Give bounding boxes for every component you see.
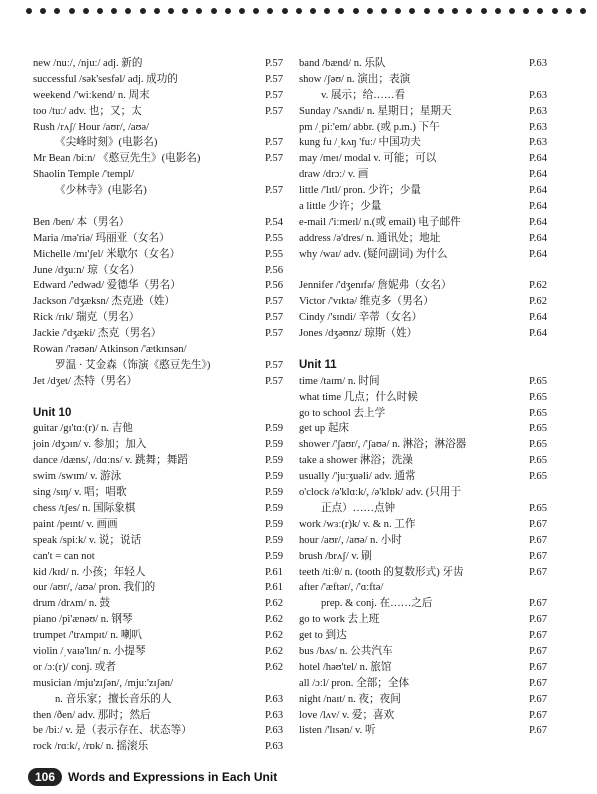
vocab-entry — [33, 628, 283, 644]
entry-page-ref: P.61 — [265, 566, 283, 578]
vocab-entry — [33, 676, 283, 692]
vocab-entry — [33, 294, 283, 310]
vocab-entry — [299, 310, 547, 326]
entry-page-ref: P.63 — [265, 709, 283, 721]
binder-dot — [182, 8, 188, 14]
entry-page-ref: P.65 — [529, 423, 547, 435]
binder-dot — [97, 8, 103, 14]
entry-page-ref: P.57 — [265, 328, 283, 340]
entry-page-ref: P.59 — [265, 423, 283, 435]
entry-text: may /meɪ/ modal v. 可能；可以 — [299, 153, 437, 165]
entry-text: Michelle /mɪ'ʃel/ 米歇尔（女名） — [33, 248, 181, 260]
entry-text: prep. & conj. 在……之后 — [321, 598, 433, 610]
vocab-entry — [33, 310, 283, 326]
binder-dot — [424, 8, 430, 14]
vocab-entry — [299, 533, 547, 549]
entry-page-ref: P.65 — [529, 439, 547, 451]
entry-page-ref: P.57 — [265, 89, 283, 101]
vocab-entry — [299, 469, 547, 485]
vocab-entry — [299, 660, 547, 676]
entry-page-ref: P.64 — [529, 185, 547, 197]
entry-page-ref: P.65 — [529, 407, 547, 419]
vocab-entry — [33, 692, 283, 708]
section-gap — [299, 263, 547, 279]
vocab-entry — [33, 549, 283, 565]
entry-text: successful /sək'sesfəl/ adj. 成功的 — [33, 73, 178, 85]
entry-text: little /'lɪtl/ pron. 少许；少量 — [299, 185, 421, 197]
entry-text: Jackson /'dʒæksn/ 杰克逊（姓） — [33, 296, 175, 308]
vocab-entry — [33, 469, 283, 485]
vocab-entry — [33, 167, 283, 183]
entry-text: Rick /rɪk/ 瑞克（男名） — [33, 312, 140, 324]
entry-text: Jennifer /'dʒenɪfə/ 詹妮弗（女名） — [299, 280, 452, 292]
entry-page-ref: P.63 — [265, 693, 283, 705]
entry-page-ref: P.57 — [265, 153, 283, 165]
binder-dot — [395, 8, 401, 14]
binder-dot — [495, 8, 501, 14]
entry-text: weekend /'wiːkend/ n. 周末 — [33, 89, 150, 101]
entry-page-ref: P.55 — [265, 232, 283, 244]
entry-page-ref: P.67 — [529, 518, 547, 530]
entry-text: get to 到达 — [299, 630, 347, 642]
binder-dot — [225, 8, 231, 14]
binder-dot — [196, 8, 202, 14]
vocab-entry — [33, 104, 283, 120]
entry-text: June /dʒuːn/ 琼（女名） — [33, 264, 141, 276]
binder-dot — [452, 8, 458, 14]
vocab-entry — [299, 549, 547, 565]
binder-dots — [26, 8, 586, 18]
entry-page-ref: P.65 — [529, 455, 547, 467]
entry-text: hour /aʊr/, /aʊə/ n. 小时 — [299, 534, 402, 546]
entry-text: swim /swɪm/ v. 游泳 — [33, 471, 122, 483]
binder-dot — [381, 8, 387, 14]
binder-dot — [438, 8, 444, 14]
vocab-entry — [299, 708, 547, 724]
vocab-entry — [299, 326, 547, 342]
entry-text: what time 几点；什么时候 — [299, 391, 418, 403]
entry-page-ref: P.62 — [265, 645, 283, 657]
binder-dot — [26, 8, 32, 14]
entry-text: go to school 去上学 — [299, 407, 386, 419]
entry-page-ref: P.67 — [529, 725, 547, 737]
entry-page-ref: P.67 — [529, 598, 547, 610]
entry-page-ref: P.64 — [529, 201, 547, 213]
entry-text: our /aʊr/, /aʊə/ pron. 我们的 — [33, 582, 156, 594]
vocab-entry — [299, 596, 547, 612]
binder-dot — [140, 8, 146, 14]
vocab-entry — [33, 708, 283, 724]
entry-page-ref: P.67 — [529, 661, 547, 673]
vocab-entry — [299, 56, 547, 72]
entry-page-ref: P.57 — [265, 58, 283, 69]
vocab-entry — [299, 231, 547, 247]
vocab-entry — [299, 421, 547, 437]
entry-page-ref: P.55 — [265, 248, 283, 260]
entry-text: teeth /tiːθ/ n. (tooth 的复数形式) 牙齿 — [299, 566, 464, 578]
vocab-entry — [299, 517, 547, 533]
binder-dot — [324, 8, 330, 14]
entry-page-ref: P.62 — [265, 614, 283, 626]
vocab-entry — [33, 644, 283, 660]
entry-page-ref: P.64 — [529, 216, 547, 228]
entry-page-ref: P.63 — [529, 105, 547, 117]
entry-page-ref: P.59 — [265, 534, 283, 546]
entry-page-ref: P.59 — [265, 518, 283, 530]
binder-dot — [466, 8, 472, 14]
binder-dot — [111, 8, 117, 14]
page-footer — [28, 766, 277, 788]
entry-text: brush /brʌʃ/ v. 刷 — [299, 550, 372, 562]
vocab-entry — [299, 628, 547, 644]
entry-text: kid /kɪd/ n. 小孩；年轻人 — [33, 566, 146, 578]
vocab-entry — [33, 135, 283, 151]
vocab-entry — [33, 612, 283, 628]
binder-dot — [552, 8, 558, 14]
vocab-entry — [33, 596, 283, 612]
entry-text: usually /'juːʒuəli/ adv. 通常 — [299, 471, 416, 483]
vocab-entry — [33, 533, 283, 549]
entry-text: why /waɪ/ adv. (疑问副词) 为什么 — [299, 248, 448, 260]
vocab-entry — [299, 612, 547, 628]
entry-page-ref: P.56 — [265, 264, 283, 276]
vocab-entry — [33, 120, 283, 136]
entry-page-ref: P.63 — [265, 725, 283, 737]
entry-page-ref: P.57 — [265, 73, 283, 85]
entry-page-ref: P.67 — [529, 709, 547, 721]
entry-page-ref: P.59 — [265, 550, 283, 562]
vocab-entry — [33, 342, 283, 358]
entry-text: Maria /mə'riə/ 玛丽亚（女名） — [33, 232, 170, 244]
vocab-entry — [299, 167, 547, 183]
entry-text: show /ʃəʊ/ n. 演出；表演 — [299, 73, 411, 85]
vocab-entry — [299, 723, 547, 739]
vocab-entry — [33, 88, 283, 104]
binder-dot — [40, 8, 46, 14]
entry-text: Jet /dʒet/ 杰特（男名） — [33, 375, 138, 387]
binder-dot — [125, 8, 131, 14]
entry-page-ref: P.61 — [265, 582, 283, 594]
entry-text: can't = can not — [33, 550, 95, 562]
entry-page-ref: P.57 — [265, 312, 283, 324]
entry-text: sing /sɪŋ/ v. 唱；唱歌 — [33, 487, 127, 499]
entry-text: chess /tʃes/ n. 国际象棋 — [33, 502, 136, 514]
entry-text: shower /'ʃaʊr/, /'ʃaʊə/ n. 淋浴；淋浴器 — [299, 439, 467, 451]
binder-dot — [83, 8, 89, 14]
entry-text: Jackie /'dʒæki/ 杰克（男名） — [33, 328, 162, 340]
binder-dot — [580, 8, 586, 14]
entry-page-ref: P.63 — [529, 137, 547, 149]
vocab-entry — [33, 723, 283, 739]
entry-page-ref: P.65 — [529, 375, 547, 387]
entry-text: rock /rɑːk/, /rɒk/ n. 摇滚乐 — [33, 741, 149, 753]
vocab-entry — [299, 247, 547, 263]
vocab-entry — [299, 580, 547, 596]
vocab-entry — [299, 406, 547, 422]
entry-page-ref: P.62 — [529, 280, 547, 292]
binder-dot — [168, 8, 174, 14]
vocab-entry — [33, 580, 283, 596]
entry-text: draw /drɔː/ v. 画 — [299, 169, 369, 181]
section-gap — [299, 342, 547, 358]
entry-text: kung fu /ˌkʌŋ 'fuː/ 中国功夫 — [299, 137, 421, 149]
entry-text: Shaolin Temple /'templ/ — [33, 169, 135, 181]
entry-text: then /ðen/ adv. 那时；然后 — [33, 709, 151, 721]
vocab-entry — [33, 215, 283, 231]
vocab-entry — [33, 278, 283, 294]
entry-page-ref: P.64 — [529, 312, 547, 324]
footer-title: Words and Expressions in Each Unit — [68, 770, 278, 784]
entry-page-ref: P.63 — [529, 121, 547, 133]
entry-text: Edward /'edwəd/ 爱德华（男名） — [33, 280, 181, 292]
vocab-entry — [33, 56, 283, 72]
entry-page-ref: P.62 — [265, 598, 283, 610]
entry-text: after /'æftər/, /'ɑːftə/ — [299, 582, 384, 594]
entry-text: Mr Bean /biːn/ 《憨豆先生》(电影名) — [33, 153, 201, 165]
binder-dot — [267, 8, 273, 14]
vocab-entry — [33, 739, 283, 755]
entry-text: violin /ˌvaɪə'lɪn/ n. 小提琴 — [33, 645, 146, 657]
entry-page-ref: P.67 — [529, 550, 547, 562]
vocab-entry — [33, 247, 283, 263]
vocab-entry — [299, 120, 547, 136]
entry-page-ref: P.67 — [529, 645, 547, 657]
entry-text: drum /drʌm/ n. 鼓 — [33, 598, 111, 610]
entry-page-ref: P.57 — [265, 296, 283, 308]
entry-page-ref: P.67 — [529, 693, 547, 705]
vocab-entry — [33, 501, 283, 517]
vocab-entry — [33, 485, 283, 501]
entry-page-ref: P.67 — [529, 677, 547, 689]
unit-heading — [33, 406, 283, 422]
entry-page-ref: P.57 — [265, 137, 283, 149]
entry-text: Rush /rʌʃ/ Hour /aʊr/, /aʊə/ — [33, 121, 150, 133]
vocab-entry — [33, 437, 283, 453]
entry-page-ref: P.59 — [265, 487, 283, 499]
vocab-entry — [33, 517, 283, 533]
vocab-entry — [299, 183, 547, 199]
entry-text: hotel /həʊ'tel/ n. 旅馆 — [299, 661, 392, 673]
vocab-entry — [33, 151, 283, 167]
binder-dot — [523, 8, 529, 14]
entry-text: 《少林寺》(电影名) — [55, 185, 147, 197]
entry-page-ref: P.57 — [265, 105, 283, 117]
entry-text: speak /spiːk/ v. 说；说话 — [33, 534, 142, 546]
entry-text: too /tuː/ adv. 也；又；太 — [33, 105, 142, 117]
entry-text: love /lʌv/ v. 爱；喜欢 — [299, 709, 395, 721]
entry-text: be /biː/ v. 是（表示存在、状态等） — [33, 725, 192, 737]
entry-text: Ben /ben/ 本（男名） — [33, 216, 130, 228]
entry-page-ref: P.65 — [529, 471, 547, 483]
binder-dot — [481, 8, 487, 14]
entry-text: Jones /dʒəʊnz/ 琼斯（姓） — [299, 328, 418, 340]
unit-heading — [299, 358, 547, 374]
entry-page-ref: P.67 — [529, 630, 547, 642]
entry-page-ref: P.59 — [265, 455, 283, 467]
vocab-entry — [299, 644, 547, 660]
vocab-entry — [33, 453, 283, 469]
vocab-entry — [299, 135, 547, 151]
vocab-entry — [299, 565, 547, 581]
left-column — [33, 56, 283, 755]
entry-text: take a shower 淋浴；洗澡 — [299, 455, 413, 467]
vocab-entry — [299, 676, 547, 692]
vocab-entry — [299, 437, 547, 453]
entry-text: address /ə'dres/ n. 通讯处；地址 — [299, 232, 441, 244]
entry-text: pm /ˌpiː'em/ abbr. (或 p.m.) 下午 — [299, 121, 440, 133]
entry-text: paint /peɪnt/ v. 画画 — [33, 518, 118, 530]
entry-page-ref: P.59 — [265, 502, 283, 514]
entry-text: band /bænd/ n. 乐队 — [299, 58, 386, 69]
vocab-entry — [299, 199, 547, 215]
right-column — [299, 56, 547, 739]
entry-text: go to work 去上班 — [299, 614, 380, 626]
entry-text: Rowan /'rəʊən/ Atkinson /'ætkɪnsən/ — [33, 344, 187, 356]
entry-text: Cindy /'sɪndi/ 辛蒂（女名） — [299, 312, 423, 324]
entry-page-ref: P.57 — [265, 375, 283, 387]
entry-page-ref: P.63 — [529, 89, 547, 101]
entry-text: trumpet /'trʌmpɪt/ n. 喇叭 — [33, 630, 143, 642]
vocab-entry — [33, 326, 283, 342]
section-gap — [33, 199, 283, 215]
binder-dot — [239, 8, 245, 14]
vocab-entry — [299, 151, 547, 167]
binder-dot — [54, 8, 60, 14]
vocab-entry — [299, 215, 547, 231]
entry-text: o'clock /ə'klɑːk/, /ə'klɒk/ adv. (只用于 — [299, 487, 462, 499]
entry-text: Victor /'vɪktə/ 维克多（男名） — [299, 296, 434, 308]
entry-page-ref: P.67 — [529, 534, 547, 546]
entry-page-ref: P.59 — [265, 471, 283, 483]
entry-page-ref: P.64 — [529, 248, 547, 260]
vocab-entry — [33, 72, 283, 88]
entry-page-ref: P.62 — [265, 661, 283, 673]
binder-dot — [282, 8, 288, 14]
entry-page-ref: P.64 — [529, 328, 547, 340]
vocab-entry — [299, 692, 547, 708]
unit-title: Unit 11 — [299, 358, 337, 371]
binder-dot — [367, 8, 373, 14]
binder-dot — [509, 8, 515, 14]
vocab-entry — [299, 453, 547, 469]
unit-title: Unit 10 — [33, 406, 72, 419]
binder-dot — [253, 8, 259, 14]
vocab-entry — [299, 278, 547, 294]
entry-page-ref: P.64 — [529, 169, 547, 181]
entry-text: n. 音乐家；擅长音乐的人 — [55, 693, 172, 705]
entry-page-ref: P.63 — [529, 58, 547, 69]
entry-text: 《尖峰时刻》(电影名) — [55, 137, 158, 149]
entry-page-ref: P.54 — [265, 216, 283, 228]
entry-page-ref: P.64 — [529, 153, 547, 165]
vocab-entry — [299, 501, 547, 517]
vocab-entry — [299, 72, 547, 88]
entry-page-ref: P.57 — [265, 359, 283, 371]
entry-page-ref: P.67 — [529, 614, 547, 626]
binder-dot — [409, 8, 415, 14]
entry-text: 罗温 · 艾金森（饰演《憨豆先生》) — [55, 359, 211, 371]
entry-page-ref: P.62 — [529, 296, 547, 308]
entry-text: e-mail /'iːmeɪl/ n.(或 email) 电子邮件 — [299, 216, 461, 228]
entry-page-ref: P.62 — [265, 630, 283, 642]
vocab-entry — [299, 374, 547, 390]
entry-page-ref: P.65 — [529, 391, 547, 403]
vocab-entry — [299, 104, 547, 120]
entry-text: a little 少许；少量 — [299, 201, 382, 213]
entry-text: bus /bʌs/ n. 公共汽车 — [299, 645, 393, 657]
vocab-entry — [33, 231, 283, 247]
vocab-entry — [299, 88, 547, 104]
entry-page-ref: P.56 — [265, 280, 283, 292]
entry-page-ref: P.59 — [265, 439, 283, 451]
binder-dot — [154, 8, 160, 14]
binder-dot — [537, 8, 543, 14]
entry-page-ref: P.64 — [529, 232, 547, 244]
vocab-entry — [33, 660, 283, 676]
binder-dot — [296, 8, 302, 14]
entry-text: dance /dæns/, /dɑːns/ v. 跳舞；舞蹈 — [33, 455, 188, 467]
binder-dot — [310, 8, 316, 14]
entry-text: work /wɜː(r)k/ v. & n. 工作 — [299, 518, 416, 530]
entry-text: Sunday /'sʌndi/ n. 星期日；星期天 — [299, 105, 452, 117]
entry-text: piano /pi'ænəʊ/ n. 钢琴 — [33, 614, 133, 626]
vocab-entry — [299, 390, 547, 406]
entry-text: all /ɔːl/ pron. 全部；全体 — [299, 677, 410, 689]
vocab-entry — [33, 263, 283, 279]
entry-page-ref: P.65 — [529, 502, 547, 514]
page-number-badge: 106 — [28, 768, 62, 786]
entry-page-ref: P.57 — [265, 185, 283, 197]
binder-dot — [353, 8, 359, 14]
vocab-entry — [33, 358, 283, 374]
binder-dot — [338, 8, 344, 14]
entry-page-ref: P.63 — [265, 741, 283, 753]
entry-text: new /nuː/, /njuː/ adj. 新的 — [33, 58, 143, 69]
vocab-entry — [299, 294, 547, 310]
entry-text: time /taɪm/ n. 时间 — [299, 375, 380, 387]
vocab-entry — [33, 565, 283, 581]
entry-text: guitar /gɪ'tɑː(r)/ n. 吉他 — [33, 423, 133, 435]
entry-text: v. 展示；给……看 — [321, 89, 406, 101]
entry-page-ref: P.67 — [529, 566, 547, 578]
vocab-entry — [33, 374, 283, 390]
vocab-entry — [33, 183, 283, 199]
section-gap — [33, 390, 283, 406]
binder-dot — [211, 8, 217, 14]
vocab-entry — [299, 485, 547, 501]
binder-dot — [566, 8, 572, 14]
entry-text: get up 起床 — [299, 423, 350, 435]
binder-dot — [69, 8, 75, 14]
entry-text: night /naɪt/ n. 夜；夜间 — [299, 693, 401, 705]
entry-text: join /dʒɔɪn/ v. 参加；加入 — [33, 439, 147, 451]
entry-text: 正点）……点钟 — [321, 502, 396, 514]
entry-text: listen /'lɪsən/ v. 听 — [299, 725, 376, 737]
vocab-entry — [33, 421, 283, 437]
entry-text: or /ɔː(r)/ conj. 或者 — [33, 661, 116, 673]
entry-text: musician /mju'zɪʃən/, /mjuː'zɪʃən/ — [33, 677, 174, 689]
